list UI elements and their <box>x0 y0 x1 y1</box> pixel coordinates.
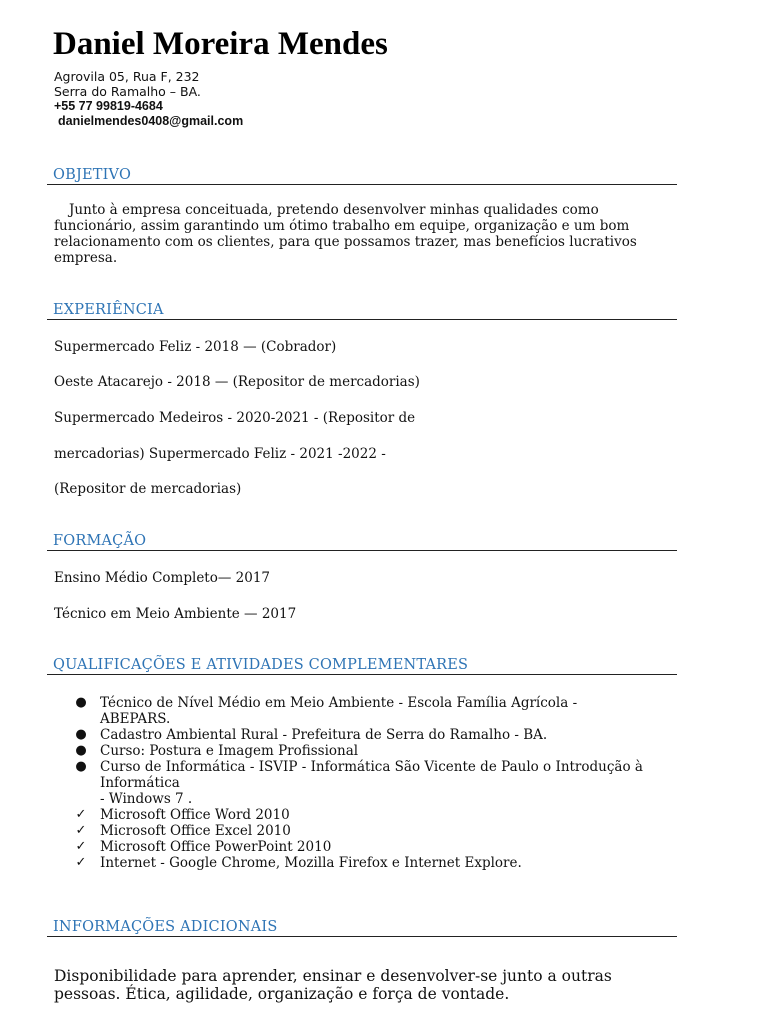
address-line-2: Serra do Ramalho – BA. <box>54 83 201 99</box>
experience-line: mercadorias) Supermercado Feliz - 2021 -2022 - <box>54 446 386 462</box>
checkmark-icon: ✓ <box>75 855 87 870</box>
qualification-text: Curso: Postura e Imagem Profissional <box>100 743 359 759</box>
experience-line: Oeste Atacarejo - 2018 — (Repositor de mercadorias) <box>54 374 420 390</box>
contact-block <box>54 70 243 128</box>
qualification-text: Internet - Google Chrome, Mozilla Firefox e Internet Explore. <box>100 855 522 871</box>
qualification-item <box>54 759 684 807</box>
checkmark-icon: ✓ <box>75 839 87 854</box>
section-title-qualifications: QUALIFICAÇÕES E ATIVIDADES COMPLEMENTARES <box>47 656 677 675</box>
candidate-name: Daniel Moreira Mendes <box>53 26 388 62</box>
section-title-education: FORMAÇÃO <box>47 532 677 551</box>
bullet-icon: ● <box>75 727 87 742</box>
qualification-item <box>54 807 684 823</box>
qualification-item <box>54 823 684 839</box>
bullet-icon: ● <box>75 743 87 758</box>
qualification-text: Microsoft Office Word 2010 <box>100 807 290 823</box>
bullet-icon: ● <box>75 695 87 710</box>
qualification-text: Microsoft Office PowerPoint 2010 <box>100 839 332 855</box>
qualification-text: - Windows 7 . <box>100 791 193 807</box>
additional-info-text: Disponibilidade para aprender, ensinar e desenvolver-se junto a outras pessoas. Ética, agilidade, organização e força de vontade. <box>54 967 612 1003</box>
education-line: Técnico em Meio Ambiente — 2017 <box>54 606 297 622</box>
bullet-icon: ● <box>75 759 87 774</box>
qualification-text: Cadastro Ambiental Rural - Prefeitura de Serra do Ramalho - BA. <box>100 727 548 743</box>
phone-number: +55 77 99819-4684 <box>54 99 163 113</box>
qualification-text: ABEPARS. <box>100 711 171 727</box>
address-line-1: Agrovila 05, Rua F, 232 <box>54 69 200 84</box>
checkmark-icon: ✓ <box>75 823 87 838</box>
qualification-item <box>54 743 684 759</box>
qualification-text: Curso de Informática - ISVIP - Informática São Vicente de Paulo o Introdução à <box>100 759 643 775</box>
section-title-additional: INFORMAÇÕES ADICIONAIS <box>47 918 677 937</box>
qualification-item <box>54 855 684 871</box>
qualification-text: Microsoft Office Excel 2010 <box>100 823 291 839</box>
experience-line: Supermercado Medeiros - 2020-2021 - (Repositor de <box>54 410 416 426</box>
email-address: danielmendes0408@gmail.com <box>58 113 244 128</box>
qualification-item <box>54 839 684 855</box>
qualification-item <box>54 695 684 727</box>
objective-text: Junto à empresa conceituada, pretendo desenvolver minhas qualidades como funcionário, assim garantindo um ótimo trabalho em equipe, organização e um bom relacionamento com os clientes, para que possamos trazer, mas benefícios lucrativos empresa. <box>54 202 637 266</box>
checkmark-icon: ✓ <box>75 807 87 822</box>
education-line: Ensino Médio Completo— 2017 <box>54 570 271 586</box>
qualification-text: Técnico de Nível Médio em Meio Ambiente - Escola Família Agrícola - <box>100 695 578 711</box>
section-title-experience: EXPERIÊNCIA <box>47 301 677 320</box>
qualifications-list <box>54 695 684 871</box>
experience-line: Supermercado Feliz - 2018 — (Cobrador) <box>54 339 337 355</box>
experience-line: (Repositor de mercadorias) <box>54 481 242 497</box>
section-title-objective: OBJETIVO <box>47 166 677 185</box>
qualification-item <box>54 727 684 743</box>
qualification-text: Informática <box>100 775 180 791</box>
